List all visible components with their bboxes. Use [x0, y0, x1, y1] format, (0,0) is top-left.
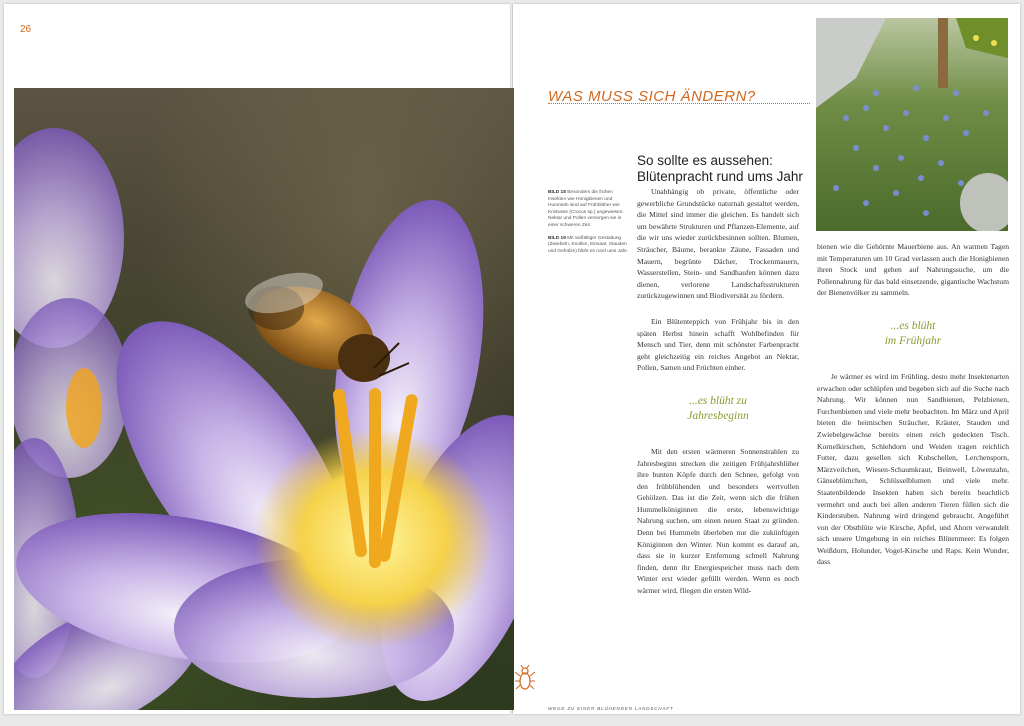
subheading-line-1: ...es blüht: [890, 319, 936, 332]
paragraph: Mit den ersten wärmeren Sonnenstrahlen zu Jahresbeginn strecken die zeitigen Frühjahrsblüher ihre bunten Köpfe durch den Schnee, gefolgt von den frühblühenden und besonders wertvollen Gehölzen. Das ist die Zeit, wenn sich die frühen Hummelköniginnen die erste, lebenswichtige Nahrung suchen, um einen neuen Staat zu gründen. Denn bei Hummeln überleben nur die zukünftigen Königinnen den Winter. Nun kommt es darauf an, dass sie in kurzer Entfernung schnell Nahrung finden, denn ihr Energiespeicher muss nach dem Winter erst wieder gefüllt werden. Wenn es noch wärmer wird, fliegen die ersten Wild-: [637, 446, 799, 596]
crocus-illustration: [14, 88, 514, 710]
bee-icon: [514, 664, 536, 694]
paragraph: Unabhängig ob private, öffentliche oder gewerbliche Grundstücke naturnah gestaltet werden, die Mittel sind immer die gleichen. Es handelt sich um bewährte Strukturen und Pflanzen-Elemente, auf die wir uns wieder zurückbesinnen sollten. Blumen, Sträucher, Bäume, berankte Zäune, Fassaden und Mauern, begrünte Dächer, Trockenmauern, Wasserstellen, Stein- und Sandhaufen können dazu dienen, verlorene Landschaftsstrukturen zurückzugewinnen und Biodiversität zu fördern.: [637, 187, 799, 301]
page-number: 26: [20, 24, 32, 35]
subheading-line-2: im Frühjahr: [884, 334, 942, 347]
running-footer: WEGE ZU EINER BLÜHENDEN LANDSCHAFT: [548, 706, 674, 711]
subheading-jahresbeginn: [637, 394, 799, 424]
caption-text: Besonders die frühen Insekten wie Honigbienen und Hummeln sind auf Frühblüher wie Krokusse (Crocus sp.) angewiesen. Nektar und Pollen versorgen sie in einer schweren Zeit.: [548, 190, 624, 228]
image-captions: [548, 190, 632, 261]
caption-text: Mit vielfältiger Gestaltung (Zwiebeln, Knollen, Einsaat, Stauden und Gehölze) blüht es rund ums Jahr.: [548, 235, 628, 254]
heading-rule: [548, 103, 810, 104]
subheading-line-2: Jahresbeginn: [687, 409, 749, 422]
subheading-fruehjahr: [817, 319, 1009, 349]
flower-bed-photo: [816, 18, 1008, 231]
paragraph: bienen wie die Gehörnte Mauerbiene aus. An warmen Tagen mit Temperaturen um 10 Grad verlassen auch die Honigbienen ihren Stock und gehen auf Nahrungssuche, um die Pollennahrung für das bald einsetzende, gigantische Wachstum der Bienenvölker zu sammeln.: [817, 242, 1009, 298]
caption-bild-19: [548, 236, 632, 256]
caption-label: BILD 18: [548, 190, 566, 195]
text-column-2: [817, 241, 1009, 568]
caption-bild-18: [548, 190, 632, 230]
flower-bed-illustration: [816, 18, 1008, 231]
subtitle-line-1: So sollte es aussehen:: [637, 153, 773, 168]
caption-label: BILD 19: [548, 235, 566, 241]
subheading-line-1: ...es blüht zu: [689, 394, 747, 407]
paragraph: Je wärmer es wird im Frühling, desto mehr Insektenarten erwachen oder schlüpfen und begeben sich auf die Suche nach Nahrung. Wir können nun Sandbienen, Pelzbienen, Furchenbienen und viele mehr beobachten. Im März und April bieten die heimischen Sträucher, Kräuter, Stauden und Zwiebelgewächse bereits einen reich gedeckten Tisch. Kornelkirschen, Schlehdorn und Weiden tragen reichlich Futter, dazu gesellen sich Kuhschellen, Lerchensporn, Märzveilchen, Wiesen-Schaumkraut, Beinwell, Löwenzahn, Gänseblümchen, Schlüsselblumen und viele mehr. Staatenbildende Insekten haben sich bereits beachtlich vermehrt und auch bei allen anderen Tieren füllen sich die Kinderstuben. Nahrung wird dringend gebraucht. Angeführt von der Obstblüte wie Kirsche, Apfel, und Ahorn verwandelt sich unsere Umgebung in ein reiches Blütenmeer: Es folgen Weißdorn, Holunder, Vogel-Kirsche und Raps. Kein Wunder, dass: [817, 371, 1009, 567]
section-heading: WAS MUSS SICH ÄNDERN?: [548, 88, 756, 105]
article-subtitle: [637, 153, 817, 185]
crocus-bee-photo: [14, 88, 514, 710]
text-column-1: [637, 186, 799, 597]
subtitle-line-2: Blütenpracht rund ums Jahr: [637, 169, 803, 184]
paragraph: Ein Blütenteppich von Frühjahr bis in den späten Herbst hinein schafft Wohlbefinden für Mensch und Tier, denn mit schönster Farbenpracht geht gleichzeitig ein reiches Angebot an Nektar, Pollen, Samen und Früchten einher.: [637, 316, 799, 373]
